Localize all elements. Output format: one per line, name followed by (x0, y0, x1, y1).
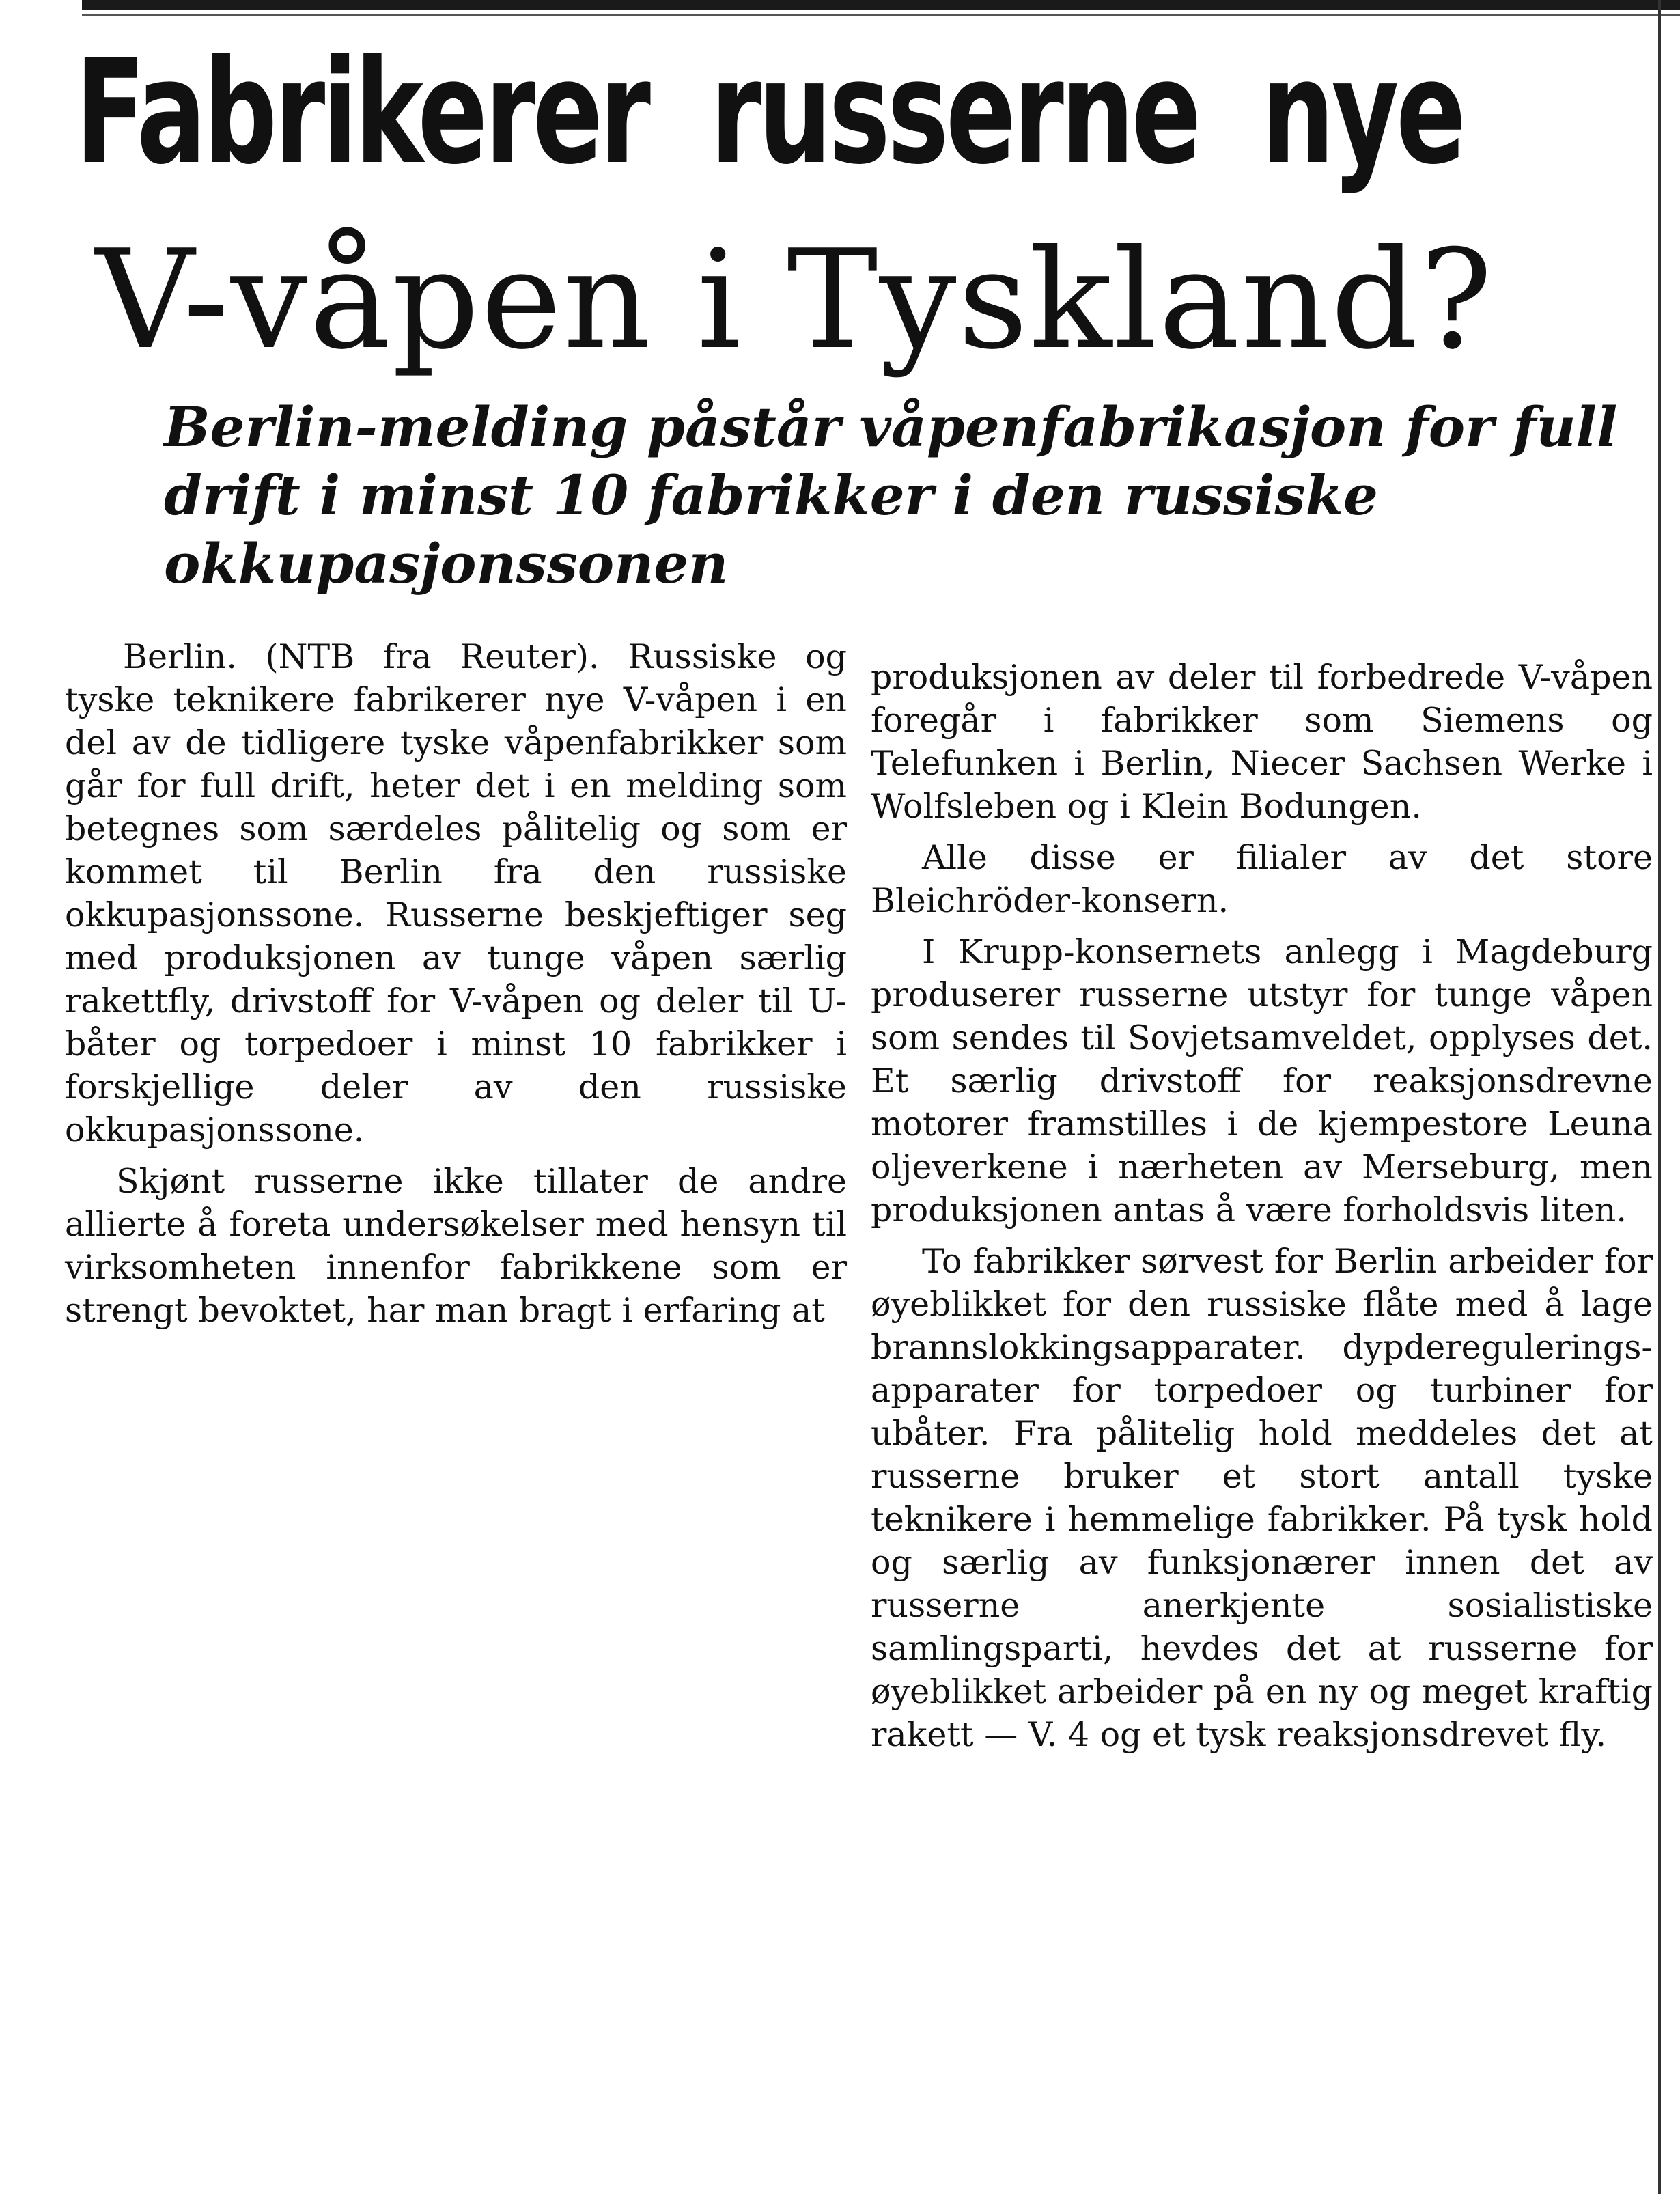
headline-line-2: V-våpen i Tyskland? (96, 221, 1494, 380)
article-column-left (65, 635, 847, 1340)
paragraph: To fabrikker sørvest for Berlin arbeider for øyeblikket for den russiske flåte med å lage brannslokkingsapparater. dypderegulerings-apparater for torpedoer og turbiner for ubåter. Fra pålitelig hold meddeles det at russerne bruker et stort antall tyske teknikere i hemmelige fabrikker. På tysk hold og særlig av funksjonærer innen det av russerne anerkjente sosialistiske samlingsparti, hevdes det at russerne for øyeblikket arbeider på en ny og meget kraftig rakett — V. 4 og et tysk reaksjonsdrevet fly. (871, 1242, 1653, 1754)
article-column-right (871, 656, 1653, 1764)
subheadline: Berlin-melding påstår våpenfabrikasjon for full drift i minst 10 fabrikker i den russiske okkupasjonssonen (164, 395, 1618, 596)
top-rule (82, 0, 1680, 10)
paragraph: Berlin. (NTB fra Reuter). Russiske og tyske teknikere fabrikerer nye V-våpen i en del av de tidligere tyske våpenfabrikker som går for full drift, heter det i en melding som betegnes som særdeles pålitelig og som er kommet til Berlin fra den russiske okkupasjonssone. Russerne beskjeftiger seg med produksjonen av tunge våpen særlig rakettfly, drivstoff for V-våpen og deler til U-båter og torpedoer i minst 10 fabrikker i forskjellige deler av den russiske okkupasjonssone. (65, 637, 847, 1150)
headline-line-1: Fabrikerer russerne nye (75, 29, 1464, 196)
paragraph: produksjonen av deler til forbedrede V-våpen foregår i fabrikker som Siemens og Telefunken i Berlin, Niecer Sachsen Werke i Wolfsleben og i Klein Bodungen. (871, 658, 1653, 826)
paragraph: I Krupp-konsernets anlegg i Magdeburg produserer russerne utstyr for tunge våpen som sendes til Sovjetsamveldet, opplyses det. Et særlig drivstoff for reaksjonsdrevne motorer framstilles i de kjempestore Leuna oljeverkene i nærheten av Merseburg, men produksjonen antas å være forholdsvis liten. (871, 932, 1653, 1230)
paragraph: Skjønt russerne ikke tillater de andre allierte å foreta undersøkelser med hensyn til virksomheten innenfor fabrikkene som er strengt bevoktet, har man bragt i erfaring at (65, 1162, 847, 1330)
paragraph: Alle disse er filialer av det store Bleichröder-konsern. (871, 838, 1653, 920)
top-rule-thin (82, 14, 1680, 16)
